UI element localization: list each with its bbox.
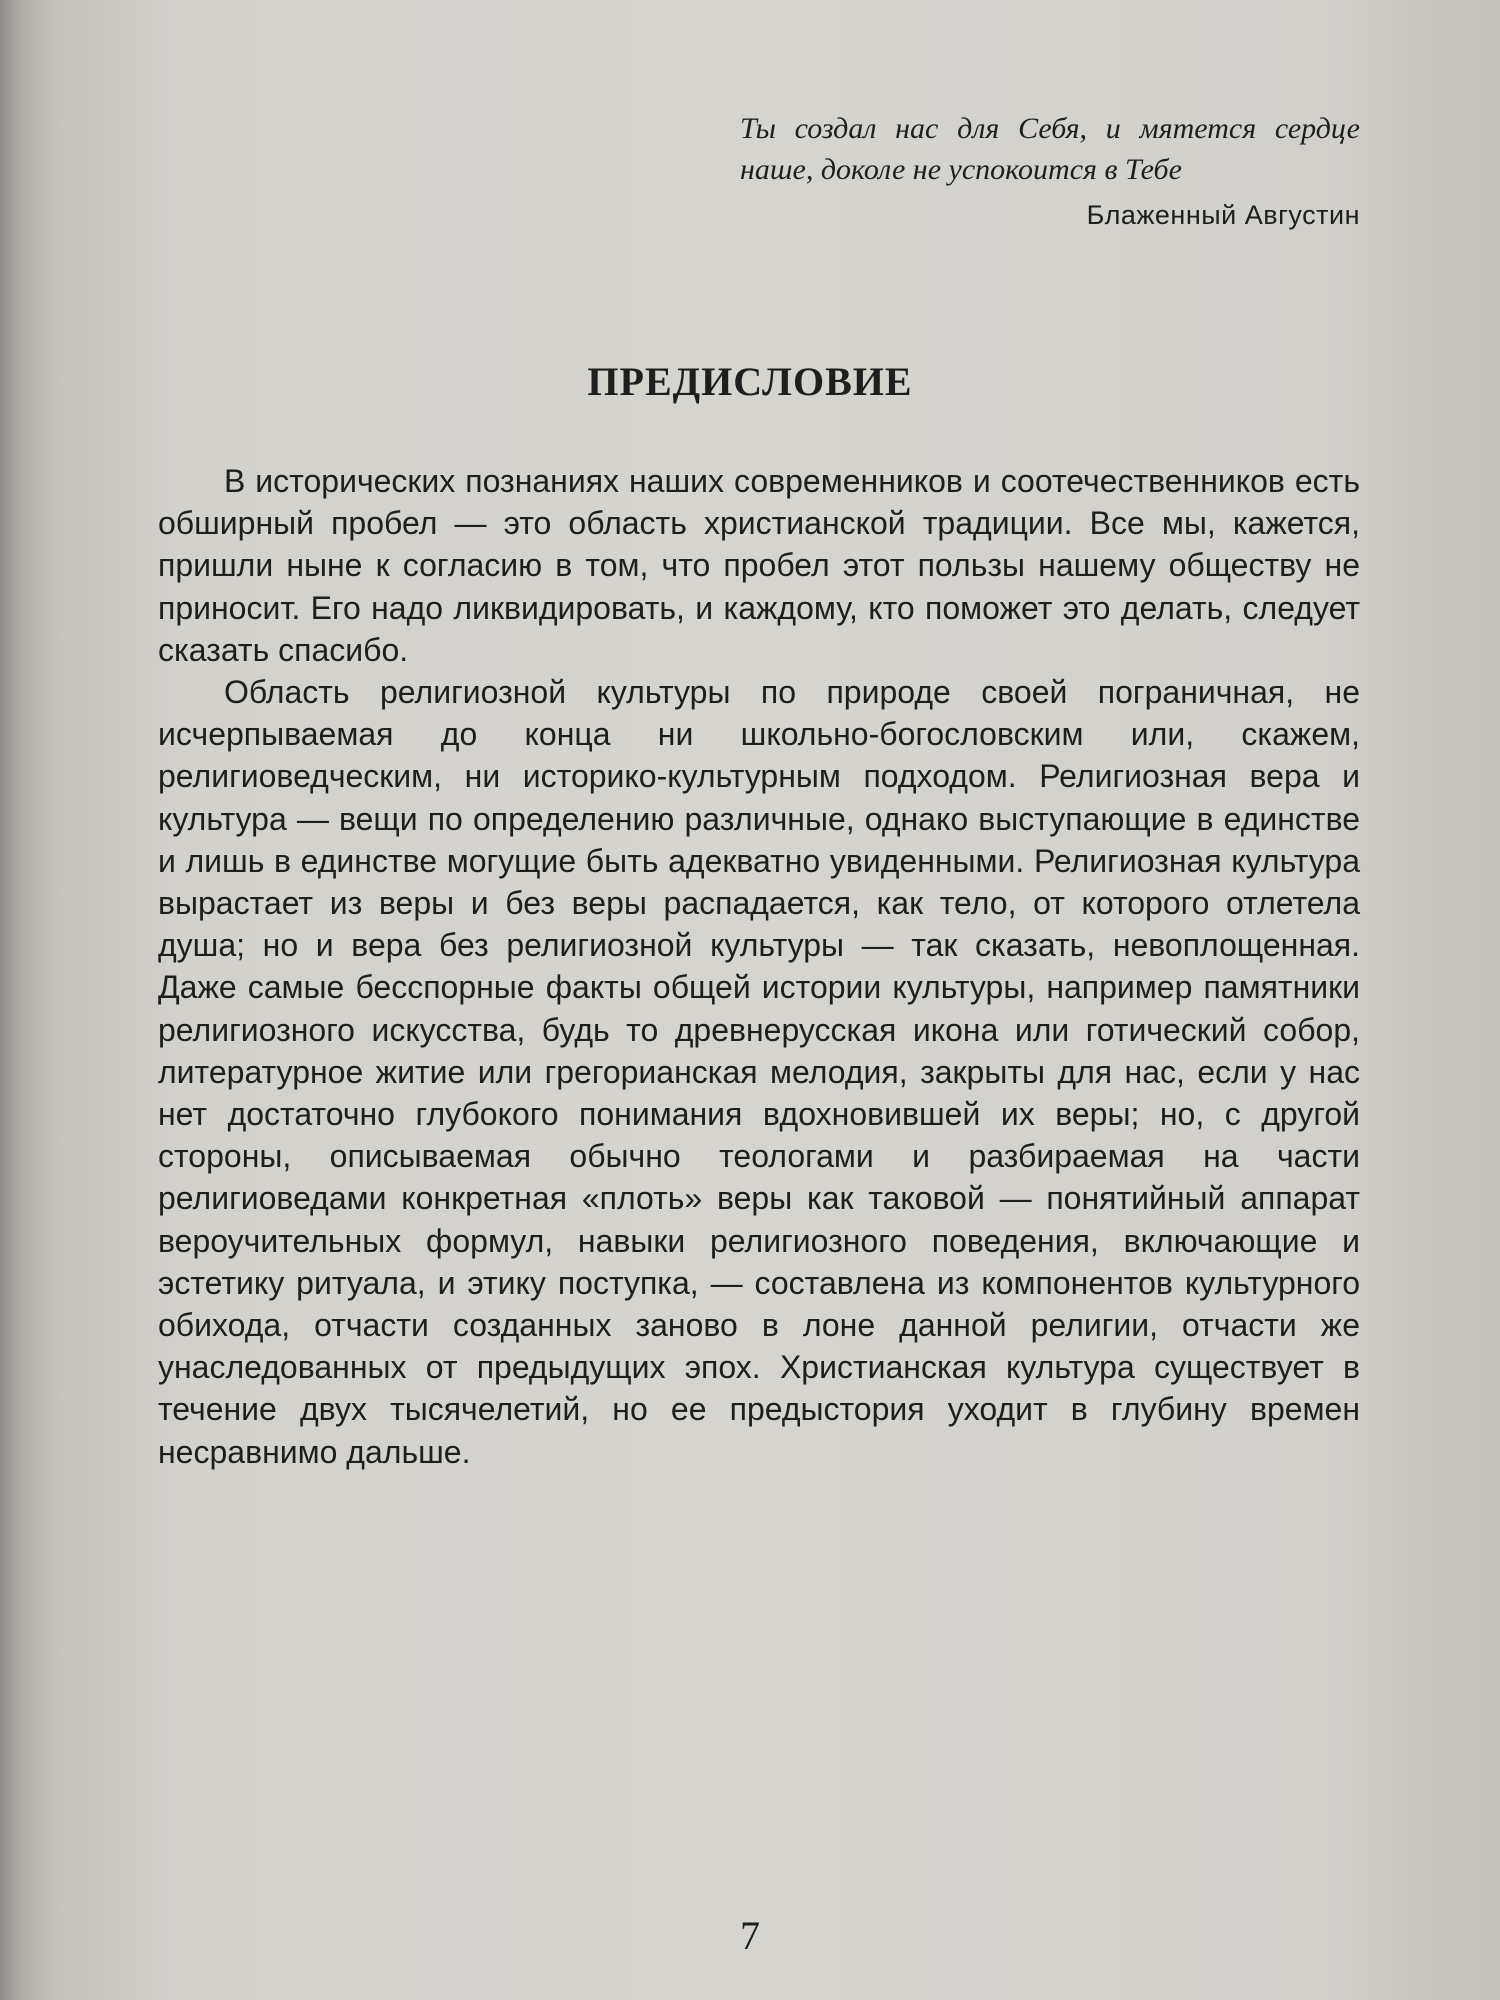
page-fold-shadow [0,0,36,2000]
paragraph-1: В исторических познаниях наших современников и соотечественников есть обширный пробел — это область христианской традиции. Все мы, кажется, пришли ныне к согласию в том, что пробел этот пользы нашему обществу не приносит. Его надо ликвидировать, и каждому, кто поможет это делать, следует сказать спасибо. [158,463,1360,668]
paragraph-2: Область религиозной культуры по природе своей пограничная, не исчерпываемая до конца ни школьно-богословским или, скажем, религиоведческим, ни историко-культурным подходом. Религиозная вера и культура — вещи по определению различные, однако выступающие в единстве и лишь в единстве могущие быть адекватно увиденными. Религиозная культура вырастает из веры и без веры распадается, как тело, от которого отлетела душа; но и вера без религиозной культуры — так сказать, невоплощенная. Даже самые бесспорные факты общей истории культуры, например памятники религиозного искусства, будь то древнерусская икона или готический собор, литературное житие или грегорианская мелодия, закрыты для нас, если у нас нет достаточно глубокого понимания вдохновившей их веры; но, с другой стороны, описываемая обычно теологами и разбираемая на части религиоведами конкретная «плоть» веры как таковой — понятийный аппарат вероучительных формул, навыки религиозного поведения, включающие и эстетику ритуала, и этику поступка, — составлена из компонентов культурного обихода, отчасти созданных заново в лоне данной религии, отчасти же унаследованных от предыдущих эпох. Христианская культура существует в течение двух тысячелетий, но ее предыстория уходит в глубину времен несравнимо дальше. [158,674,1360,1470]
epigraph [740,108,1360,234]
epigraph-quote: Ты создал нас для Себя, и мятется сердце наше, доколе не успокоится в Тебе [740,112,1360,186]
epigraph-author: Блаженный Августин [1086,200,1360,230]
body-text [158,460,1360,1473]
chapter-title: ПРЕДИСЛОВИЕ [587,359,913,404]
page-number: 7 [740,1913,760,1958]
